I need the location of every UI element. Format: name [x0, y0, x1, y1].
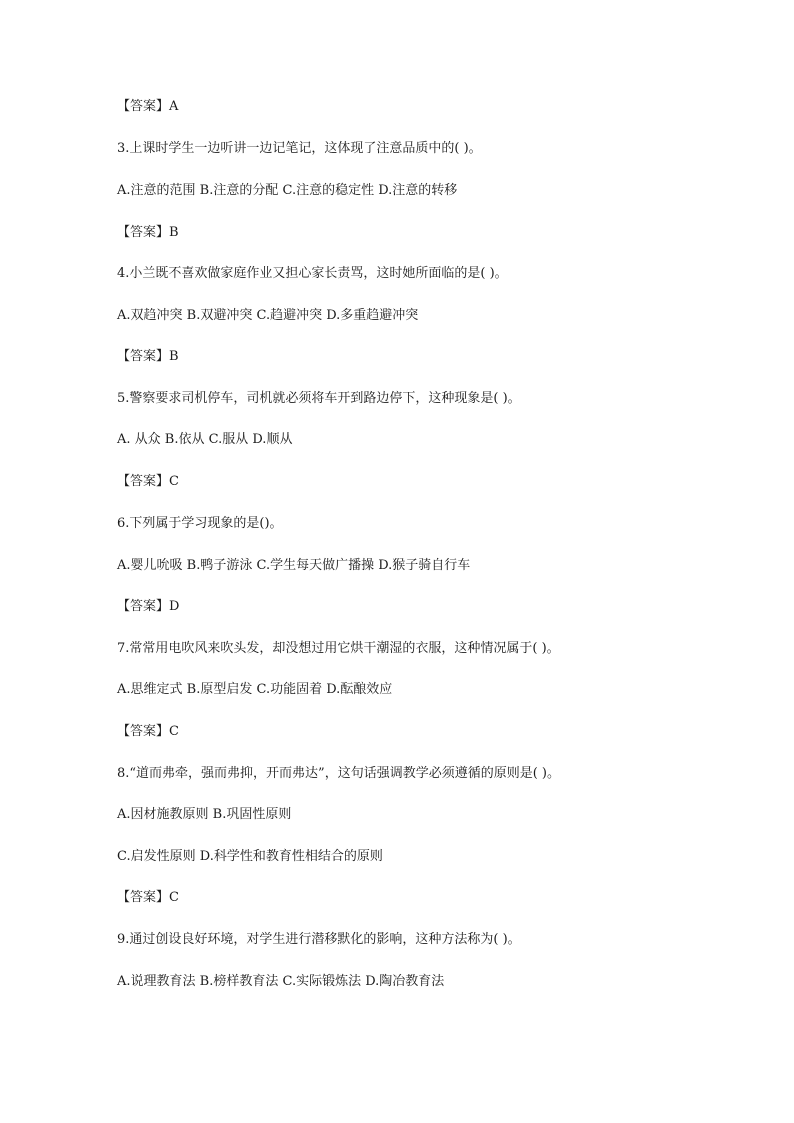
options-8b: C.启发性原则 D.科学性和教育性相结合的原则: [117, 849, 383, 864]
options-3: A.注意的范围 B.注意的分配 C.注意的稳定性 D.注意的转移: [117, 183, 458, 198]
options-6: A.婴儿吮吸 B.鸭子游泳 C.学生每天做广播操 D.猴子骑自行车: [117, 558, 471, 573]
options-5: A. 从众 B.依从 C.服从 D.顺从: [117, 432, 293, 447]
answer-line: 【答案】A: [117, 99, 179, 114]
answer-5: 【答案】C: [117, 474, 179, 489]
answer-6: 【答案】D: [117, 599, 180, 614]
options-7: A.思维定式 B.原型启发 C.功能固着 D.酝酿效应: [117, 682, 393, 697]
options-9: A.说理教育法 B.榜样教育法 C.实际锻炼法 D.陶冶教育法: [117, 974, 445, 989]
question-6: 6.下列属于学习现象的是()。: [117, 516, 283, 531]
question-8: 8.“道而弗牵，强而弗抑，开而弗达”，这句话强调教学必须遵循的原则是( )。: [117, 766, 560, 781]
options-8a: A.因材施教原则 B.巩固性原则: [117, 807, 292, 822]
answer-8: 【答案】C: [117, 890, 179, 905]
options-4: A.双趋冲突 B.双避冲突 C.趋避冲突 D.多重趋避冲突: [117, 308, 419, 323]
question-3: 3.上课时学生一边听讲一边记笔记，这体现了注意品质中的( )。: [117, 141, 482, 156]
answer-3: 【答案】B: [117, 225, 179, 240]
answer-7: 【答案】C: [117, 724, 179, 739]
question-5: 5.警察要求司机停车，司机就必须将车开到路边停下，这种现象是( )。: [117, 391, 521, 406]
question-4: 4.小兰既不喜欢做家庭作业又担心家长责骂，这时她所面临的是( )。: [117, 266, 508, 281]
question-9: 9.通过创设良好环境，对学生进行潜移默化的影响，这种方法称为( )。: [117, 932, 521, 947]
answer-4: 【答案】B: [117, 349, 179, 364]
question-7: 7.常常用电吹风来吹头发，却没想过用它烘干潮湿的衣服，这种情况属于( )。: [117, 641, 560, 656]
